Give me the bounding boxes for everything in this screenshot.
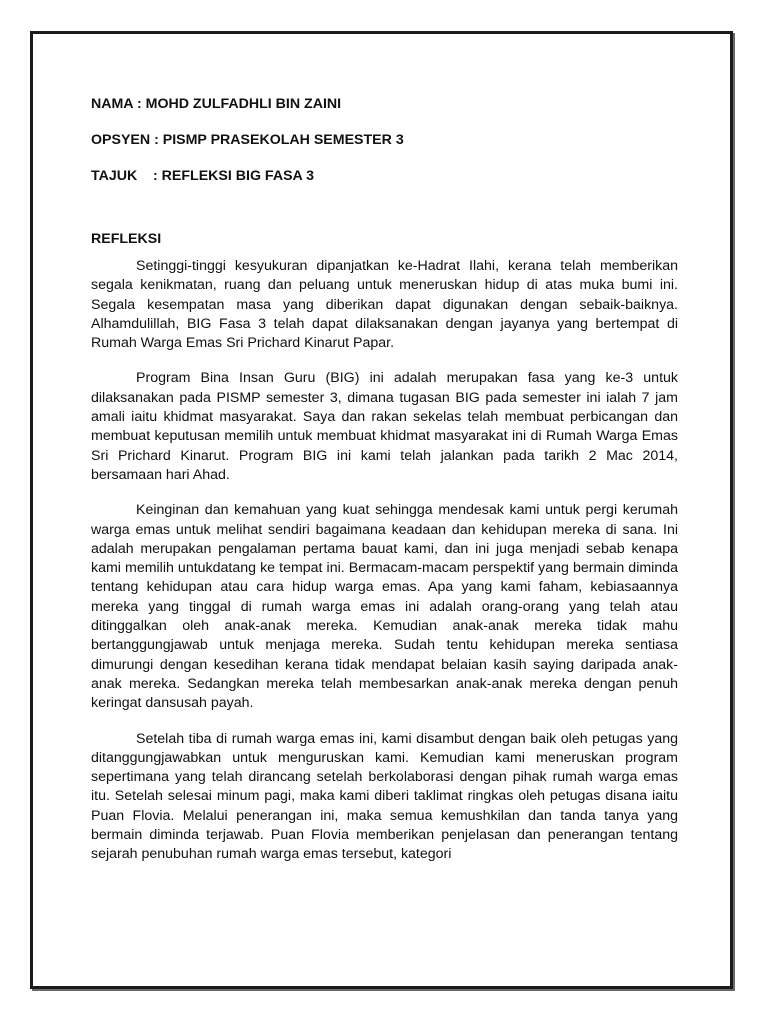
name-line: NAMA : MOHD ZULFADHLI BIN ZAINI <box>91 96 342 112</box>
option-line: OPSYEN : PISMP PRASEKOLAH SEMESTER 3 <box>91 132 404 148</box>
paragraph-2: Program Bina Insan Guru (BIG) ini adalah merupakan fasa yang ke-3 untuk dilaksanakan pada PISMP semester 3, dimana tugasan BIG pada semester ini ialah 7 jam amali iaitu khidmat masyarakat. Saya dan rakan sekelas telah membuat perbicangan dan membuat keputusan memilih untuk membuat khidmat masyarakat ini di Rumah Warga Emas Sri Prichard Kinarut. Program BIG ini kami telah jalankan pada tarikh 2 Mac 2014, bersamaan hari Ahad. <box>91 370 678 483</box>
paragraph-4: Setelah tiba di rumah warga emas ini, kami disambut dengan baik oleh petugas yang ditanggungjawabkan untuk menguruskan kami. Kemudian kami meneruskan program sepertimana yang telah dirancang setelah berkolaborasi dengan pihak rumah warga emas itu. Setelah selesai minum pagi, maka kami diberi taklimat ringkas oleh petugas disana iaitu Puan Flovia. Melalui penerangan ini, maka semua kemushkilan dan tanda tanya yang bermain diminda terjawab. Puan Flovia memberikan penjelasan dan penerangan tentang sejarah penubuhan rumah warga emas tersebut, kategori <box>91 730 678 863</box>
paragraph-3: Keinginan dan kemahuan yang kuat sehingga mendesak kami untuk pergi kerumah warga emas untuk melihat sendiri bagaimana keadaan dan kehidupan mereka di sana. Ini adalah merupakan pengalaman pertama bauat kami, dan ini juga menjadi sebab kenapa kami memilih untukdatang ke tempat ini. Bermacam-macam perspektif yang bermain diminda tentang kehidupan atau cara hidup warga emas. Apa yang kami faham, kebiasaannya mereka yang tinggal di rumah warga emas ini adalah orang-orang yang telah atau ditinggalkan oleh anak-anak mereka. Kemudian anak-anak mereka tidak mahu bertanggungjawab untuk menjaga mereka. Sudah tentu kehidupan mereka sentiasa dimurungi dengan kesedihan kerana tidak mendapat belaian kasih saying daripada anak-anak mereka. Sedangkan mereka telah membesarkan anak-anak mereka dengan penuh keringat dansusah payah. <box>91 502 678 712</box>
document-page <box>30 31 733 989</box>
paragraph-1: Setinggi-tinggi kesyukuran dipanjatkan ke-Hadrat Ilahi, kerana telah memberikan segala kenikmatan, ruang dan peluang untuk meneruskan hidup di atas muka bumi ini. Segala kesempatan masa yang diberikan dapat digunakan dengan sebaik-baiknya. Alhamdulillah, BIG Fasa 3 telah dapat dilaksanakan dengan jayanya yang bertempat di Rumah Warga Emas Sri Prichard Kinarut Papar. <box>91 258 678 352</box>
document-content <box>91 94 678 881</box>
section-heading: REFLEKSI <box>91 231 162 247</box>
title-line: TAJUK : REFLEKSI BIG FASA 3 <box>91 168 315 184</box>
